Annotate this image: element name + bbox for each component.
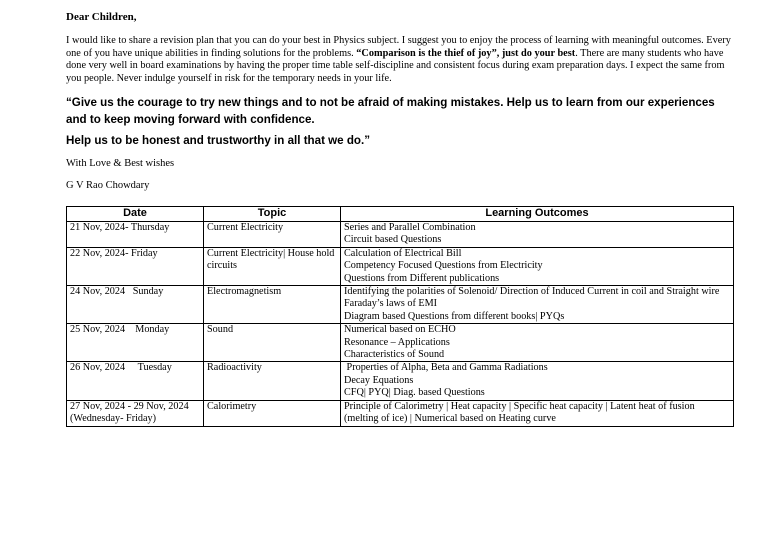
salutation: Dear Children, <box>66 11 137 23</box>
table-body <box>67 222 734 427</box>
cell-topic: Electromagnetism <box>204 286 341 324</box>
cell-date: 22 Nov, 2024- Friday <box>67 247 204 285</box>
cell-date: 26 Nov, 2024 Tuesday <box>67 362 204 400</box>
outcome-item: Competency Focused Questions from Electricity <box>344 260 543 272</box>
cell-topic: Radioactivity <box>204 362 341 400</box>
outcome-item: Questions from Different publications <box>344 272 500 284</box>
cell-topic: Sound <box>204 324 341 362</box>
header-topic: Topic <box>204 207 341 222</box>
outcome-item: Identifying the polarities of Solenoid/ Direction of Induced Current in coil and Straight wire <box>344 286 720 298</box>
outcome-item: Numerical based on ECHO <box>344 324 456 336</box>
intro-text-continued: . There are many students who have done very well in board examinations by having the proper time table self-discipline and consistent focus during exam preparation days. I expect the same from you people. Never indulge yourself in risk for the temporary needs in your life. <box>66 47 725 85</box>
outcome-item: Decay Equations <box>344 374 414 386</box>
outcome-item: Resonance – Applications <box>344 336 450 348</box>
cell-topic: Calorimetry <box>204 400 341 426</box>
cell-learning-outcomes <box>341 222 734 248</box>
cell-topic: Current Electricity| House hold circuits <box>204 247 341 285</box>
table-row <box>67 286 734 324</box>
table-header-row <box>67 207 734 222</box>
outcome-item: Properties of Alpha, Beta and Gamma Radiations <box>344 362 548 374</box>
cell-topic: Current Electricity <box>204 222 341 248</box>
signature: G V Rao Chowdary <box>66 179 150 191</box>
outcome-item: Circuit based Questions <box>344 234 442 246</box>
closing: With Love & Best wishes <box>66 157 175 169</box>
outcome-item: CFQ| PYQ| Diag. based Questions <box>344 387 485 399</box>
prayer-courage: “Give us the courage to try new things and to not be afraid of making mistakes. Help us to learn from our experiences and to keep moving forward with confidence. <box>66 95 715 126</box>
letter <box>66 11 734 198</box>
table-row <box>67 324 734 362</box>
outcome-item: Faraday’s laws of EMI <box>344 298 438 310</box>
cell-date: 25 Nov, 2024 Monday <box>67 324 204 362</box>
intro-text: I would like to share a revision plan that you can do your best in Physics subject. I suggest you to enjoy the process of learning with meaningful outcomes. Every one of you have unique abilities in finding solutions for the problems. <box>66 35 731 59</box>
cell-learning-outcomes <box>341 324 734 362</box>
table-row <box>67 400 734 426</box>
table-row <box>67 247 734 285</box>
cell-learning-outcomes <box>341 362 734 400</box>
quote-bold: “Comparison is the thief of joy”, just do your best <box>356 47 576 59</box>
intro-paragraph <box>66 35 734 86</box>
cell-learning-outcomes <box>341 400 734 426</box>
header-learning-outcomes: Learning Outcomes <box>341 207 734 222</box>
cell-learning-outcomes <box>341 247 734 285</box>
header-date: Date <box>67 207 204 222</box>
outcome-item: Characteristics of Sound <box>344 349 445 361</box>
cell-date: 21 Nov, 2024- Thursday <box>67 222 204 248</box>
cell-date: 24 Nov, 2024 Sunday <box>67 286 204 324</box>
table-row <box>67 362 734 400</box>
outcome-item: Diagram based Questions from different books| PYQs <box>344 310 565 322</box>
cell-date: 27 Nov, 2024 - 29 Nov, 2024 (Wednesday- Friday) <box>67 400 204 426</box>
outcome-item: Principle of Calorimetry | Heat capacity | Specific heat capacity | Latent heat of fusion (melting of ice) | Numerical based on Heating curve <box>344 400 698 425</box>
prayer-honesty: Help us to be honest and trustworthy in all that we do.” <box>66 133 371 147</box>
revision-plan-table <box>66 206 734 427</box>
outcome-item: Series and Parallel Combination <box>344 222 476 233</box>
cell-learning-outcomes <box>341 286 734 324</box>
table-row <box>67 222 734 248</box>
outcome-item: Calculation of Electrical Bill <box>344 247 462 259</box>
